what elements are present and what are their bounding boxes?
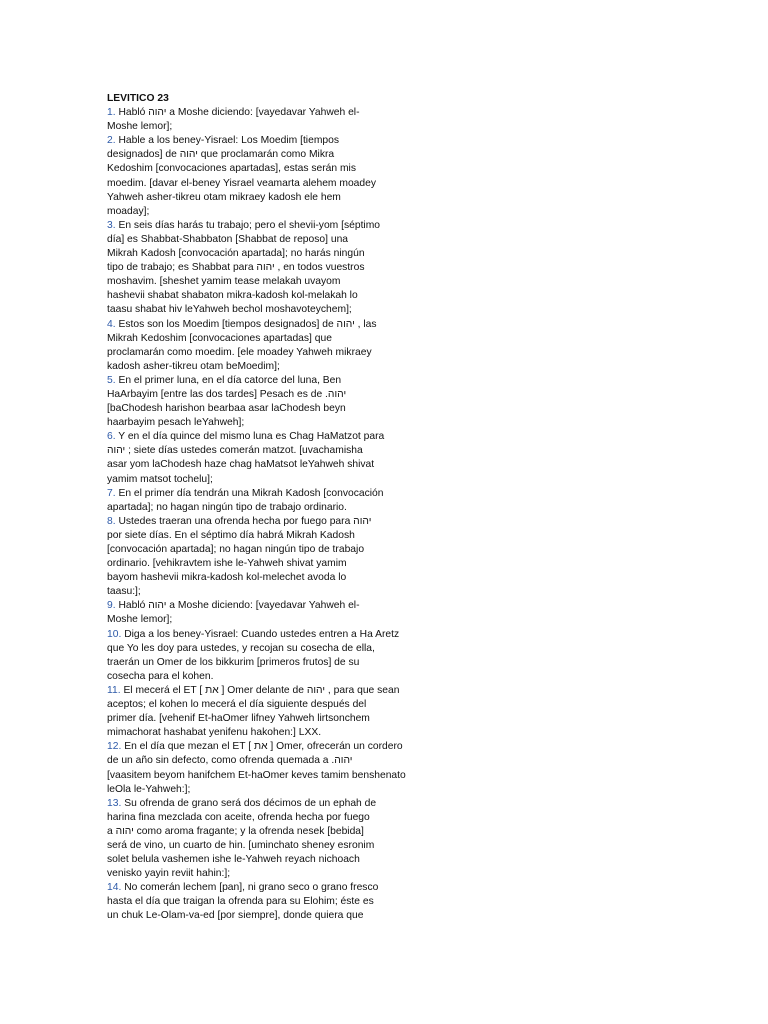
verse-text: solet belula vashemen ishe le-Yahweh reyach nichoach (107, 854, 360, 866)
verse-line (107, 839, 417, 853)
verse-text: En el día que mezan el ET [ את ] Omer, ofrecerán un cordero (124, 741, 403, 753)
verse-number: 6. (107, 431, 116, 443)
verse-text: [vaasitem beyom hanifchem Et-haOmer keves tamim benshenato (107, 769, 406, 781)
verse-text: kadosh asher-tikreu otam beMoedim]; (107, 360, 280, 372)
verse (107, 797, 417, 882)
verse-text: haarbayim pesach leYahweh]; (107, 417, 245, 429)
verse-line (107, 332, 417, 346)
verse (107, 219, 417, 318)
verse-text: En seis días harás tu trabajo; pero el shevii-yom [séptimo (118, 219, 381, 231)
verse-text: yamim matsot tochelu]; (107, 473, 213, 485)
verse (107, 881, 417, 923)
verse-line (107, 205, 417, 219)
verse-line (107, 656, 417, 670)
verse-text: [baChodesh harishon bearbaa asar laChodesh beyn (107, 403, 346, 415)
verse-line (107, 501, 417, 515)
verse-line (107, 684, 417, 698)
verse-number: 1. (107, 107, 116, 119)
verse-line (107, 585, 417, 599)
verse-text: Mikrah Kedoshim [convocaciones apartadas] que (107, 332, 332, 344)
verse-line (107, 726, 417, 740)
verse-text: Hable a los beney-Yisrael: Los Moedim [tiempos (118, 135, 340, 147)
verse-line (107, 599, 417, 613)
verse-text: un chuk Le-Olam-va-ed [por siempre], donde quiera que (107, 910, 364, 922)
verse (107, 374, 417, 430)
verse-line (107, 148, 417, 162)
verse-text: Habló יהוה a Moshe diciendo: [vayedavar Yahweh el- (118, 600, 360, 612)
verse-text: No comerán lechem [pan], ni grano seco o grano fresco (124, 882, 379, 894)
document-page (107, 92, 417, 924)
verse-line (107, 275, 417, 289)
verse-line (107, 487, 417, 501)
verse-text: El mecerá el ET [ את ] Omer delante de יהוה , para que sean (123, 684, 400, 696)
verse-text: aceptos; el kohen lo mecerá el día siguiente después del (107, 699, 367, 711)
verse-text: יהוה ; siete días ustedes comerán matzot. [uvachamisha (107, 445, 363, 457)
verse-text: taasu shabat hiv leYahweh bechol moshavoteychem]; (107, 304, 352, 316)
verse-line (107, 106, 417, 120)
verse-line (107, 670, 417, 684)
verse-text: Su ofrenda de grano será dos décimos de un ephah de (124, 797, 377, 809)
verse-line (107, 402, 417, 416)
verse-line (107, 783, 417, 797)
verse-line (107, 529, 417, 543)
verse-text: Mikrah Kadosh [convocación apartada]; no harás ningún (107, 248, 365, 260)
verse-number: 4. (107, 318, 116, 330)
verse-line (107, 867, 417, 881)
verse-line (107, 233, 417, 247)
verse (107, 487, 417, 515)
verse (107, 684, 417, 740)
verse-text: taasu:]; (107, 586, 141, 598)
verse-text: moshavim. [sheshet yamim tease melakah uvayom (107, 276, 341, 288)
verse-text: moedim. [davar el-beney Yisrael veamarta alehem moadey (107, 177, 376, 189)
verse (107, 134, 417, 219)
verse (107, 515, 417, 600)
verse-text: a יהוה como aroma fragante; y la ofrenda nesek [bebida] (107, 825, 364, 837)
verse-line (107, 261, 417, 275)
verse-text: proclamarán como moedim. [ele moadey Yahweh mikraey (107, 346, 372, 358)
verse-number: 7. (107, 487, 116, 499)
verse-text: Habló יהוה a Moshe diciendo: [vayedavar Yahweh el- (118, 107, 360, 119)
verse (107, 740, 417, 796)
verse-text: Kedoshim [convocaciones apartadas], estas serán mis (107, 163, 356, 175)
verse-line (107, 289, 417, 303)
verse-text: moaday]; (107, 205, 150, 217)
verse-line (107, 346, 417, 360)
verse-line (107, 628, 417, 642)
verse-text: [convocación apartada]; no hagan ningún tipo de trabajo (107, 544, 365, 555)
verse-line (107, 515, 417, 529)
verse-text: primer día. [vehenif Et-haOmer lifney Yahweh lirtsonchem (107, 713, 370, 725)
verse-number: 9. (107, 600, 116, 612)
verse-text: ordinario. [vehikravtem ishe le-Yahweh shivat yamim (107, 558, 347, 570)
verse-text: hasta el día que traigan la ofrenda para su Elohim; éste es (107, 896, 374, 908)
verse (107, 599, 417, 627)
verse-list (107, 106, 417, 923)
verse-text: apartada]; no hagan ningún tipo de trabajo ordinario. (107, 501, 347, 513)
verse (107, 628, 417, 684)
verse-text: Ustedes traeran una ofrenda hecha por fuego para יהוה (118, 515, 372, 527)
verse-number: 3. (107, 219, 116, 231)
verse-text: designados] de יהוה que proclamarán como Mikra (107, 149, 335, 161)
verse-number: 5. (107, 374, 116, 386)
verse-number: 10. (107, 628, 122, 640)
verse-line (107, 162, 417, 176)
verse-text: leOla le-Yahweh:]; (107, 783, 191, 795)
verse-line (107, 120, 417, 134)
verse-line (107, 698, 417, 712)
verse-line (107, 318, 417, 332)
verse-text: Estos son los Moedim [tiempos designados] de יהוה , las (118, 318, 377, 330)
verse-number: 14. (107, 882, 122, 894)
verse-line (107, 219, 417, 233)
verse-text: día] es Shabbat-Shabbaton [Shabbat de reposo] una (107, 233, 349, 245)
verse-line (107, 853, 417, 867)
verse-line (107, 571, 417, 585)
verse-text: Y en el día quince del mismo luna es Chag HaMatzot para (118, 431, 385, 443)
verse-number: 11. (107, 684, 121, 696)
verse-text: HaArbayim [entre las dos tardes] Pesach es de .יהוה (107, 388, 347, 400)
verse-text: hashevii shabat shabaton mikra-kadosh kol-melakah lo (107, 290, 358, 302)
verse-line (107, 825, 417, 839)
verse-text: bayom hashevii mikra-kadosh kol-melechet avoda lo (107, 572, 347, 584)
verse-text: En el primer luna, en el día catorce del luna, Ben (118, 374, 342, 386)
verse (107, 106, 417, 134)
verse-line (107, 613, 417, 627)
verse-line (107, 769, 417, 783)
verse-line (107, 177, 417, 191)
verse-line (107, 444, 417, 458)
verse-line (107, 543, 417, 557)
verse-text: harina fina mezclada con aceite, ofrenda hecha por fuego (107, 811, 370, 823)
verse-text: asar yom laChodesh haze chag haMatsot leYahweh shivat (107, 459, 375, 471)
verse-line (107, 416, 417, 430)
verse-line (107, 754, 417, 768)
verse-text: de un año sin defecto, como ofrenda quemada a .יהוה (107, 755, 353, 767)
verse-line (107, 430, 417, 444)
verse-line (107, 360, 417, 374)
verse-number: 8. (107, 515, 116, 527)
verse-line (107, 374, 417, 388)
verse-line (107, 388, 417, 402)
verse-text: venisko yayin reviit hahin:]; (107, 868, 231, 880)
verse-line (107, 811, 417, 825)
verse-text: Moshe lemor]; (107, 121, 173, 133)
verse-text: Diga a los beney-Yisrael: Cuando ustedes entren a Ha Aretz (124, 628, 400, 640)
verse-line (107, 134, 417, 148)
verse-line (107, 797, 417, 811)
verse-number: 12. (107, 741, 122, 753)
verse-line (107, 881, 417, 895)
verse-text: traerán un Omer de los bikkurim [primeros frutos] de su (107, 656, 360, 668)
verse-text: mimachorat hashabat yenifenu hakohen:] LXX. (107, 727, 322, 739)
verse (107, 430, 417, 486)
verse-text: Yahweh asher-tikreu otam mikraey kadosh ele hem (107, 191, 341, 203)
verse-text: cosecha para el kohen. (107, 670, 214, 682)
verse-line (107, 473, 417, 487)
verse-line (107, 895, 417, 909)
verse-line (107, 909, 417, 923)
verse-text: por siete días. En el séptimo día habrá Mikrah Kadosh (107, 529, 355, 541)
verse-text: tipo de trabajo; es Shabbat para יהוה , en todos vuestros (107, 262, 365, 274)
verse-line (107, 458, 417, 472)
verse-line (107, 303, 417, 317)
verse-number: 13. (107, 797, 122, 809)
verse-line (107, 712, 417, 726)
verse-line (107, 740, 417, 754)
verse-text: Moshe lemor]; (107, 614, 173, 626)
verse-text: será de vino, un cuarto de hin. [uminchato sheney esronim (107, 839, 375, 851)
verse-line (107, 642, 417, 656)
verse-text: En el primer día tendrán una Mikrah Kadosh [convocación (118, 487, 384, 499)
verse-number: 2. (107, 135, 116, 147)
verse-line (107, 191, 417, 205)
verse (107, 318, 417, 374)
document-title: LEVITICO 23 (107, 93, 169, 104)
verse-line (107, 557, 417, 571)
verse-line (107, 247, 417, 261)
verse-text: que Yo les doy para ustedes, y recojan su cosecha de ella, (107, 642, 375, 654)
